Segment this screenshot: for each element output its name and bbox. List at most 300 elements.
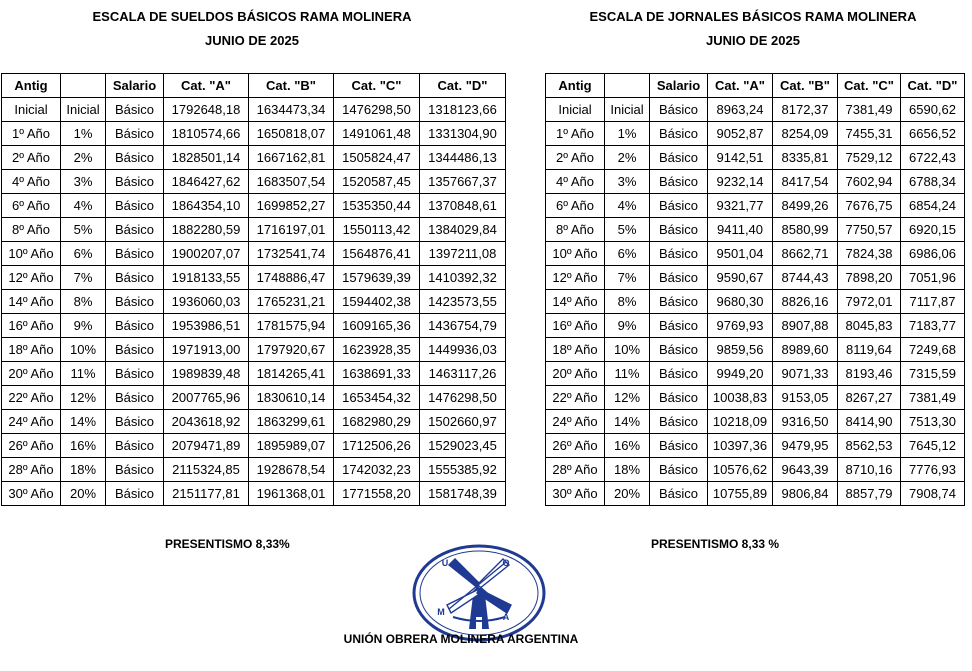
table-cell: 1810574,66: [164, 122, 249, 146]
table-cell: 7381,49: [838, 98, 901, 122]
table-cell: 12º Año: [2, 266, 61, 290]
table-cell: 7529,12: [838, 146, 901, 170]
table-row: [546, 458, 965, 482]
table-row: [2, 122, 506, 146]
table-cell: Básico: [106, 314, 164, 338]
table-cell: 20º Año: [2, 362, 61, 386]
table-cell: 6%: [61, 242, 106, 266]
right-presentismo: PRESENTISMO 8,33 %: [651, 537, 780, 551]
table-row: [546, 338, 965, 362]
table-cell: 10576,62: [708, 458, 773, 482]
table-cell: Básico: [106, 170, 164, 194]
table-cell: 10397,36: [708, 434, 773, 458]
table-cell: 1634473,34: [249, 98, 334, 122]
table-cell: 5%: [61, 218, 106, 242]
table-cell: 1814265,41: [249, 362, 334, 386]
table-cell: 7750,57: [838, 218, 901, 242]
table-cell: Básico: [650, 362, 708, 386]
table-cell: 8963,24: [708, 98, 773, 122]
column-header: Cat. "D": [420, 74, 506, 98]
table-cell: Básico: [106, 386, 164, 410]
column-header: [605, 74, 650, 98]
table-cell: 5%: [605, 218, 650, 242]
left-subtitle: JUNIO DE 2025: [205, 33, 299, 48]
table-cell: 1928678,54: [249, 458, 334, 482]
table-cell: 1864354,10: [164, 194, 249, 218]
table-cell: 6º Año: [2, 194, 61, 218]
table-cell: 7513,30: [901, 410, 965, 434]
table-cell: 7249,68: [901, 338, 965, 362]
table-cell: 9680,30: [708, 290, 773, 314]
table-cell: 1900207,07: [164, 242, 249, 266]
table-cell: 8857,79: [838, 482, 901, 506]
table-cell: 1384029,84: [420, 218, 506, 242]
table-cell: 9411,40: [708, 218, 773, 242]
table-cell: 1971913,00: [164, 338, 249, 362]
table-cell: 1579639,39: [334, 266, 420, 290]
table-cell: 1º Año: [2, 122, 61, 146]
table-cell: 6920,15: [901, 218, 965, 242]
table-cell: 1609165,36: [334, 314, 420, 338]
table-cell: 20%: [61, 482, 106, 506]
table-cell: 6656,52: [901, 122, 965, 146]
table-row: [546, 434, 965, 458]
table-cell: 1623928,35: [334, 338, 420, 362]
table-cell: 8172,37: [773, 98, 838, 122]
table-cell: 8º Año: [2, 218, 61, 242]
table-cell: Básico: [106, 458, 164, 482]
column-header: Cat. "A": [708, 74, 773, 98]
table-row: [546, 410, 965, 434]
table-cell: 2115324,85: [164, 458, 249, 482]
table-cell: 30º Año: [546, 482, 605, 506]
table-cell: 9643,39: [773, 458, 838, 482]
table-cell: 9071,33: [773, 362, 838, 386]
table-cell: 1797920,67: [249, 338, 334, 362]
table-cell: 6722,43: [901, 146, 965, 170]
table-cell: 8%: [605, 290, 650, 314]
table-cell: 7%: [61, 266, 106, 290]
table-cell: 1535350,44: [334, 194, 420, 218]
table-cell: 8254,09: [773, 122, 838, 146]
table-cell: 1667162,81: [249, 146, 334, 170]
table-cell: 1550113,42: [334, 218, 420, 242]
column-header: Salario: [650, 74, 708, 98]
table-cell: Inicial: [605, 98, 650, 122]
sueldos-table: [1, 73, 506, 506]
logo-letter-u: U: [441, 558, 449, 568]
table-cell: 2%: [61, 146, 106, 170]
table-cell: Básico: [650, 314, 708, 338]
table-cell: 12%: [61, 386, 106, 410]
column-header: Cat. "D": [901, 74, 965, 98]
table-cell: Básico: [650, 218, 708, 242]
table-cell: Básico: [650, 194, 708, 218]
table-cell: Inicial: [61, 98, 106, 122]
table-row: [546, 482, 965, 506]
table-cell: 7776,93: [901, 458, 965, 482]
table-row: [546, 194, 965, 218]
table-cell: 6º Año: [546, 194, 605, 218]
table-cell: 2079471,89: [164, 434, 249, 458]
table-cell: Básico: [650, 338, 708, 362]
table-cell: 1792648,18: [164, 98, 249, 122]
table-cell: 18%: [605, 458, 650, 482]
union-logo-emblem: [411, 543, 547, 643]
table-cell: 22º Año: [546, 386, 605, 410]
table-cell: 1653454,32: [334, 386, 420, 410]
table-row: [546, 290, 965, 314]
table-cell: 1476298,50: [420, 386, 506, 410]
table-cell: 1765231,21: [249, 290, 334, 314]
table-cell: 24º Año: [2, 410, 61, 434]
table-cell: 7117,87: [901, 290, 965, 314]
table-header-row: [2, 74, 506, 98]
table-cell: 1594402,38: [334, 290, 420, 314]
table-cell: 4º Año: [546, 170, 605, 194]
table-cell: 12%: [605, 386, 650, 410]
union-name: UNIÓN OBRERA MOLINERA ARGENTINA: [343, 632, 579, 646]
table-cell: 1882280,59: [164, 218, 249, 242]
table-row: [2, 218, 506, 242]
table-cell: 8045,83: [838, 314, 901, 338]
table-row: [2, 410, 506, 434]
table-cell: 9479,95: [773, 434, 838, 458]
table-row: [2, 290, 506, 314]
table-cell: 11%: [61, 362, 106, 386]
table-cell: 1781575,94: [249, 314, 334, 338]
table-cell: 8662,71: [773, 242, 838, 266]
table-cell: 28º Año: [2, 458, 61, 482]
table-cell: 1505824,47: [334, 146, 420, 170]
table-cell: 8417,54: [773, 170, 838, 194]
table-cell: 6986,06: [901, 242, 965, 266]
table-cell: 1712506,26: [334, 434, 420, 458]
table-cell: Básico: [106, 434, 164, 458]
table-cell: 3%: [605, 170, 650, 194]
table-cell: 1742032,23: [334, 458, 420, 482]
table-cell: 1%: [605, 122, 650, 146]
table-row: [546, 314, 965, 338]
table-cell: Básico: [106, 242, 164, 266]
table-row: [2, 314, 506, 338]
table-cell: 26º Año: [546, 434, 605, 458]
table-cell: 18º Año: [2, 338, 61, 362]
table-cell: 2007765,96: [164, 386, 249, 410]
table-cell: 8580,99: [773, 218, 838, 242]
table-cell: 6590,62: [901, 98, 965, 122]
table-cell: 1564876,41: [334, 242, 420, 266]
table-cell: 6%: [605, 242, 650, 266]
table-row: [2, 170, 506, 194]
table-cell: 3%: [61, 170, 106, 194]
table-cell: Básico: [650, 146, 708, 170]
table-cell: 1961368,01: [249, 482, 334, 506]
table-row: [546, 122, 965, 146]
logo-letter-o: O: [502, 558, 510, 568]
table-cell: 28º Año: [546, 458, 605, 482]
table-cell: 8414,90: [838, 410, 901, 434]
table-cell: 4%: [605, 194, 650, 218]
table-cell: 14%: [61, 410, 106, 434]
logo-letter-m: M: [437, 607, 445, 617]
table-cell: 9%: [605, 314, 650, 338]
table-cell: 8744,43: [773, 266, 838, 290]
table-cell: 8907,88: [773, 314, 838, 338]
table-cell: 1410392,32: [420, 266, 506, 290]
table-cell: 12º Año: [546, 266, 605, 290]
table-row: [2, 194, 506, 218]
table-row: [546, 218, 965, 242]
table-cell: 1370848,61: [420, 194, 506, 218]
table-cell: 1683507,54: [249, 170, 334, 194]
table-cell: 7%: [605, 266, 650, 290]
table-cell: 10º Año: [546, 242, 605, 266]
table-row: [546, 266, 965, 290]
table-cell: 9153,05: [773, 386, 838, 410]
table-cell: 1716197,01: [249, 218, 334, 242]
table-cell: 10755,89: [708, 482, 773, 506]
table-cell: 1502660,97: [420, 410, 506, 434]
table-cell: 1650818,07: [249, 122, 334, 146]
table-row: [2, 98, 506, 122]
table-cell: 9949,20: [708, 362, 773, 386]
table-cell: 1918133,55: [164, 266, 249, 290]
table-cell: 9769,93: [708, 314, 773, 338]
table-row: [2, 458, 506, 482]
table-cell: 2151177,81: [164, 482, 249, 506]
column-header: Cat. "A": [164, 74, 249, 98]
table-cell: 14º Año: [546, 290, 605, 314]
table-cell: 9232,14: [708, 170, 773, 194]
column-header: [61, 74, 106, 98]
table-cell: 10%: [605, 338, 650, 362]
table-cell: 1863299,61: [249, 410, 334, 434]
table-cell: 1463117,26: [420, 362, 506, 386]
table-row: [546, 362, 965, 386]
table-cell: Básico: [106, 410, 164, 434]
table-cell: 1529023,45: [420, 434, 506, 458]
table-cell: 8710,16: [838, 458, 901, 482]
table-cell: 1449936,03: [420, 338, 506, 362]
table-cell: 1895989,07: [249, 434, 334, 458]
table-cell: 20%: [605, 482, 650, 506]
table-row: [2, 482, 506, 506]
windmill-door: [476, 617, 482, 629]
table-cell: 7898,20: [838, 266, 901, 290]
table-cell: Inicial: [2, 98, 61, 122]
table-row: [546, 170, 965, 194]
table-cell: Básico: [650, 290, 708, 314]
table-cell: 18%: [61, 458, 106, 482]
column-header: Cat. "B": [249, 74, 334, 98]
table-cell: Básico: [650, 98, 708, 122]
table-cell: 8193,46: [838, 362, 901, 386]
table-cell: Básico: [106, 482, 164, 506]
table-row: [2, 362, 506, 386]
table-cell: Básico: [106, 338, 164, 362]
column-header: Cat. "B": [773, 74, 838, 98]
table-cell: 9859,56: [708, 338, 773, 362]
table-cell: 6788,34: [901, 170, 965, 194]
table-cell: 26º Año: [2, 434, 61, 458]
table-cell: 10º Año: [2, 242, 61, 266]
table-cell: Básico: [650, 482, 708, 506]
table-cell: 4º Año: [2, 170, 61, 194]
table-cell: 1397211,08: [420, 242, 506, 266]
table-row: [2, 266, 506, 290]
table-cell: 7183,77: [901, 314, 965, 338]
table-cell: 1846427,62: [164, 170, 249, 194]
column-header: Cat. "C": [838, 74, 901, 98]
table-cell: 9142,51: [708, 146, 773, 170]
table-row: [2, 434, 506, 458]
table-cell: 14%: [605, 410, 650, 434]
table-cell: Básico: [650, 170, 708, 194]
table-cell: 1989839,48: [164, 362, 249, 386]
table-cell: 1436754,79: [420, 314, 506, 338]
table-cell: 9806,84: [773, 482, 838, 506]
table-cell: 7972,01: [838, 290, 901, 314]
jornales-table: [545, 73, 965, 506]
table-cell: 1331304,90: [420, 122, 506, 146]
right-title: ESCALA DE JORNALES BÁSICOS RAMA MOLINERA: [589, 9, 917, 24]
table-cell: 7455,31: [838, 122, 901, 146]
table-cell: 8º Año: [546, 218, 605, 242]
table-cell: Básico: [650, 122, 708, 146]
table-cell: 1748886,47: [249, 266, 334, 290]
table-cell: 1520587,45: [334, 170, 420, 194]
table-cell: Básico: [650, 242, 708, 266]
table-cell: 16%: [61, 434, 106, 458]
table-cell: 8267,27: [838, 386, 901, 410]
table-cell: Básico: [106, 290, 164, 314]
table-cell: 1638691,33: [334, 362, 420, 386]
table-cell: 1423573,55: [420, 290, 506, 314]
table-row: [546, 386, 965, 410]
table-row: [546, 98, 965, 122]
table-cell: Básico: [650, 386, 708, 410]
table-cell: 1357667,37: [420, 170, 506, 194]
table-cell: 7676,75: [838, 194, 901, 218]
table-cell: 9316,50: [773, 410, 838, 434]
table-cell: 1%: [61, 122, 106, 146]
table-cell: 2043618,92: [164, 410, 249, 434]
table-row: [2, 242, 506, 266]
table-cell: 8499,26: [773, 194, 838, 218]
table-cell: 14º Año: [2, 290, 61, 314]
table-cell: 8335,81: [773, 146, 838, 170]
table-row: [2, 146, 506, 170]
table-cell: 7051,96: [901, 266, 965, 290]
table-cell: 8989,60: [773, 338, 838, 362]
table-cell: 4%: [61, 194, 106, 218]
table-cell: 1953986,51: [164, 314, 249, 338]
table-cell: 8826,16: [773, 290, 838, 314]
left-title: ESCALA DE SUELDOS BÁSICOS RAMA MOLINERA: [92, 9, 412, 24]
table-cell: 1828501,14: [164, 146, 249, 170]
right-subtitle: JUNIO DE 2025: [706, 33, 800, 48]
table-cell: 1476298,50: [334, 98, 420, 122]
table-cell: 2º Año: [2, 146, 61, 170]
table-cell: 9590,67: [708, 266, 773, 290]
table-cell: 8562,53: [838, 434, 901, 458]
table-cell: 18º Año: [546, 338, 605, 362]
table-cell: Básico: [106, 146, 164, 170]
table-cell: 2%: [605, 146, 650, 170]
table-cell: 16%: [605, 434, 650, 458]
table-cell: 9052,87: [708, 122, 773, 146]
table-cell: 7602,94: [838, 170, 901, 194]
table-cell: 1491061,48: [334, 122, 420, 146]
table-cell: 1732541,74: [249, 242, 334, 266]
table-cell: 7645,12: [901, 434, 965, 458]
table-cell: 7315,59: [901, 362, 965, 386]
table-cell: 22º Año: [2, 386, 61, 410]
table-cell: Básico: [106, 266, 164, 290]
table-cell: Básico: [650, 410, 708, 434]
table-cell: 10%: [61, 338, 106, 362]
left-presentismo: PRESENTISMO 8,33%: [165, 537, 290, 551]
table-cell: 7908,74: [901, 482, 965, 506]
logo-letter-a: A: [502, 612, 510, 622]
table-cell: 1581748,39: [420, 482, 506, 506]
table-cell: Básico: [106, 98, 164, 122]
table-cell: 24º Año: [546, 410, 605, 434]
table-cell: 6854,24: [901, 194, 965, 218]
table-cell: 1830610,14: [249, 386, 334, 410]
table-cell: 9321,77: [708, 194, 773, 218]
table-cell: Básico: [650, 434, 708, 458]
table-cell: Básico: [106, 218, 164, 242]
table-cell: 1555385,92: [420, 458, 506, 482]
table-row: [546, 242, 965, 266]
table-cell: 30º Año: [2, 482, 61, 506]
table-cell: 2º Año: [546, 146, 605, 170]
table-cell: 1682980,29: [334, 410, 420, 434]
table-cell: 8119,64: [838, 338, 901, 362]
table-cell: 11%: [605, 362, 650, 386]
table-cell: Básico: [106, 194, 164, 218]
table-row: [2, 386, 506, 410]
column-header: Salario: [106, 74, 164, 98]
table-cell: 16º Año: [546, 314, 605, 338]
table-cell: 10218,09: [708, 410, 773, 434]
table-cell: Básico: [106, 122, 164, 146]
table-row: [546, 146, 965, 170]
table-cell: 8%: [61, 290, 106, 314]
table-cell: 1699852,27: [249, 194, 334, 218]
column-header: Antig: [2, 74, 61, 98]
table-cell: Básico: [650, 266, 708, 290]
table-cell: 10038,83: [708, 386, 773, 410]
table-row: [2, 338, 506, 362]
table-cell: 1344486,13: [420, 146, 506, 170]
table-cell: Básico: [106, 362, 164, 386]
table-cell: 1º Año: [546, 122, 605, 146]
column-header: Antig: [546, 74, 605, 98]
column-header: Cat. "C": [334, 74, 420, 98]
table-cell: 7824,38: [838, 242, 901, 266]
table-cell: 9%: [61, 314, 106, 338]
table-header-row: [546, 74, 965, 98]
table-cell: Básico: [650, 458, 708, 482]
table-cell: 16º Año: [2, 314, 61, 338]
table-cell: 1771558,20: [334, 482, 420, 506]
table-cell: 7381,49: [901, 386, 965, 410]
table-cell: Inicial: [546, 98, 605, 122]
table-cell: 9501,04: [708, 242, 773, 266]
